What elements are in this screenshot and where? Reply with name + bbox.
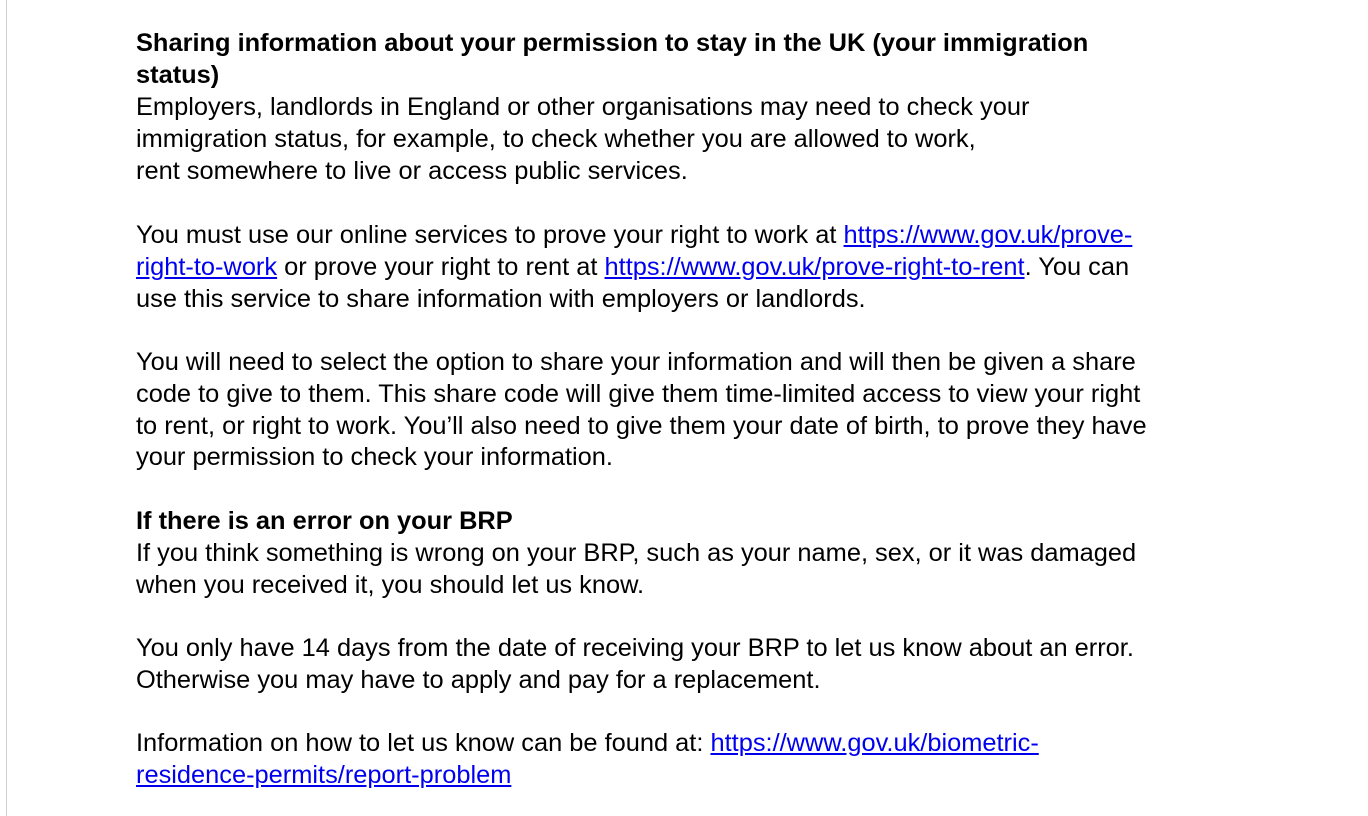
online-services-text: or prove your right to rent at (277, 253, 605, 281)
online-services-text: . You can (1024, 253, 1130, 281)
online-services-paragraph-line: use this service to share information with employers or landlords. (136, 285, 866, 313)
intro-paragraph-line: Employers, landlords in England or other organisations may need to check your (136, 93, 1030, 121)
section-heading-brp-error: If there is an error on your BRP (136, 507, 513, 535)
intro-paragraph-line: rent somewhere to live or access public services. (136, 157, 688, 185)
share-code-paragraph-line: code to give to them. This share code will give them time-limited access to view your right (136, 380, 1141, 408)
prove-right-to-rent-link[interactable]: https://www.gov.uk/prove-right-to-rent (604, 253, 1025, 281)
online-services-text: You must use our online services to prove your right to work at (136, 221, 844, 249)
intro-paragraph-line: immigration status, for example, to check whether you are allowed to work, (136, 125, 976, 153)
report-info-paragraph-line (136, 727, 1039, 759)
share-code-paragraph-line: to rent, or right to work. You’ll also need to give them your date of birth, to prove they have (136, 412, 1147, 440)
share-code-paragraph-line: You will need to select the option to share your information and will then be given a share (136, 348, 1136, 376)
report-problem-link[interactable]: https://www.gov.uk/biometric- (710, 729, 1039, 757)
report-info-paragraph-line (136, 759, 511, 791)
deadline-paragraph-line: You only have 14 days from the date of receiving your BRP to let us know about an error. (136, 634, 1134, 662)
deadline-paragraph-line: Otherwise you may have to apply and pay for a replacement. (136, 666, 821, 694)
prove-right-to-work-link[interactable]: https://www.gov.uk/prove- (843, 221, 1133, 249)
error-paragraph-line: when you received it, you should let us know. (136, 571, 645, 599)
section-heading-immigration-status: Sharing information about your permission to stay in the UK (your immigration (136, 29, 1089, 57)
error-paragraph-line: If you think something is wrong on your BRP, such as your name, sex, or it was damaged (136, 539, 1137, 567)
online-services-paragraph-line (136, 219, 1132, 251)
section-heading-immigration-status-cont: status) (136, 61, 220, 89)
prove-right-to-work-link-cont[interactable]: right-to-work (136, 253, 278, 281)
report-problem-link-cont[interactable]: residence-permits/report-problem (136, 761, 512, 789)
share-code-paragraph-line: your permission to check your information. (136, 443, 613, 471)
page-edge-divider (6, 0, 7, 816)
report-info-text: Information on how to let us know can be found at: (136, 729, 711, 757)
online-services-paragraph-line (136, 251, 1129, 283)
